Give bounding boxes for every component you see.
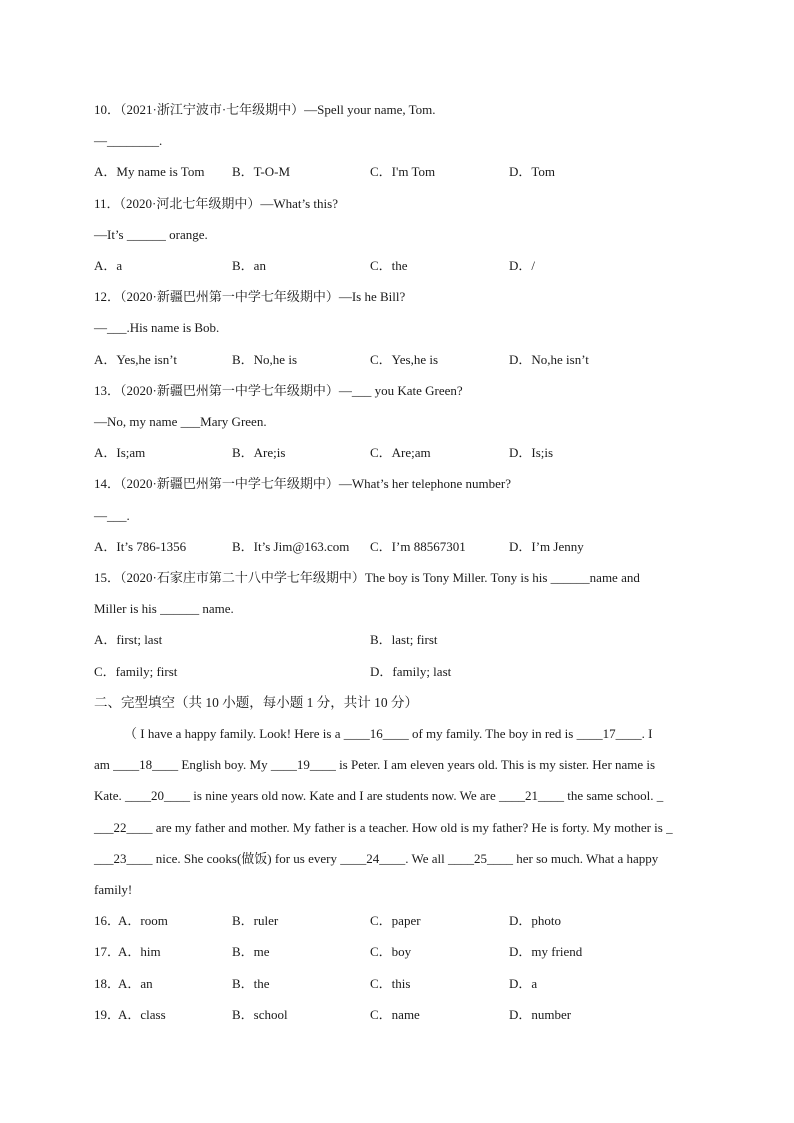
question-17-option-d[interactable]: D．my friend	[509, 944, 583, 959]
question-16-option-c[interactable]: C．paper	[370, 913, 421, 928]
question-19-number: 19．	[94, 1007, 121, 1022]
question-10-reply: —________.	[94, 133, 163, 148]
question-12-option-a[interactable]: A．Yes,he isn’t	[94, 352, 177, 367]
question-13-option-b[interactable]: B．Are;is	[232, 445, 286, 460]
question-16-option-a[interactable]: A．room	[118, 913, 168, 928]
question-13-option-a[interactable]: A．Is;am	[94, 445, 146, 460]
question-10-option-d[interactable]: D．Tom	[509, 164, 556, 179]
question-18-option-d[interactable]: D．a	[509, 976, 538, 991]
section-title: 二、完型填空（共 10 小题，每小题 1 分，共计 10 分）	[94, 695, 418, 710]
question-15-option-d[interactable]: D．family; last	[370, 664, 452, 679]
question-13-reply: —No, my name ___Mary Green.	[94, 414, 267, 429]
cloze-line-5: ___23____ nice. She cooks(做饭) for us every ____24____. We all ____25____ her so much. What a happy	[94, 851, 659, 866]
question-10-option-b[interactable]: B．T-O-M	[232, 164, 291, 179]
question-16-option-b[interactable]: B．ruler	[232, 913, 279, 928]
question-10-option-c[interactable]: C．I'm Tom	[370, 164, 436, 179]
question-19-option-c[interactable]: C．name	[370, 1007, 420, 1022]
question-11-option-c[interactable]: C．the	[370, 258, 408, 273]
question-12-option-c[interactable]: C．Yes,he is	[370, 352, 439, 367]
question-18-option-a[interactable]: A．an	[118, 976, 153, 991]
question-17-option-a[interactable]: A．him	[118, 944, 161, 959]
question-13-option-c[interactable]: C．Are;am	[370, 445, 431, 460]
cloze-line-1: （ I have a happy family. Look! Here is a ____16____ of my family. The boy in red is ____17____. I	[124, 726, 653, 741]
question-14-option-a[interactable]: A．It’s 786-1356	[94, 539, 187, 554]
question-15-reply: Miller is his ______ name.	[94, 601, 234, 616]
question-14-option-d[interactable]: D．I’m Jenny	[509, 539, 584, 554]
question-12-reply: —___.His name is Bob.	[94, 320, 220, 335]
question-14-reply: —___.	[94, 508, 130, 523]
question-12-option-b[interactable]: B．No,he is	[232, 352, 298, 367]
question-19-option-b[interactable]: B．school	[232, 1007, 288, 1022]
question-18-option-c[interactable]: C．this	[370, 976, 411, 991]
question-13-option-d[interactable]: D．Is;is	[509, 445, 554, 460]
question-14-option-c[interactable]: C．I’m 88567301	[370, 539, 466, 554]
question-14-stem: 14．（2020·新疆巴州第一中学七年级期中）—What’s her telephone number?	[94, 476, 512, 491]
question-12-stem: 12．（2020·新疆巴州第一中学七年级期中）—Is he Bill?	[94, 289, 406, 304]
question-11-option-a[interactable]: A．a	[94, 258, 123, 273]
question-18-option-b[interactable]: B．the	[232, 976, 270, 991]
question-14-option-b[interactable]: B．It’s Jim@163.com	[232, 539, 350, 554]
question-15-option-c[interactable]: C．family; first	[94, 664, 178, 679]
question-10-option-a[interactable]: A．My name is Tom	[94, 164, 205, 179]
question-15-option-a[interactable]: A．first; last	[94, 632, 163, 647]
cloze-line-3: Kate. ____20____ is nine years old now. Kate and I are students now. We are ____21____ the same school. _	[94, 788, 664, 803]
question-13-stem: 13．（2020·新疆巴州第一中学七年级期中）—___ you Kate Green?	[94, 383, 463, 398]
question-17-option-b[interactable]: B．me	[232, 944, 270, 959]
question-16-number: 16．	[94, 913, 121, 928]
cloze-line-6: family!	[94, 882, 133, 897]
question-19-option-a[interactable]: A．class	[118, 1007, 166, 1022]
cloze-line-2: am ____18____ English boy. My ____19____ is Peter. I am eleven years old. This is my sister. Her name is	[94, 757, 656, 772]
question-11-option-b[interactable]: B．an	[232, 258, 266, 273]
question-15-option-b[interactable]: B．last; first	[370, 632, 438, 647]
question-17-option-c[interactable]: C．boy	[370, 944, 412, 959]
question-11-option-d[interactable]: D．/	[509, 258, 536, 273]
question-16-option-d[interactable]: D．photo	[509, 913, 562, 928]
question-18-number: 18．	[94, 976, 121, 991]
question-15-stem: 15．（2020·石家庄市第二十八中学七年级期中）The boy is Tony Miller. Tony is his ______name and	[94, 570, 640, 585]
question-10-stem: 10．（2021·浙江宁波市·七年级期中）—Spell your name, Tom.	[94, 102, 436, 117]
question-17-number: 17．	[94, 944, 121, 959]
question-12-option-d[interactable]: D．No,he isn’t	[509, 352, 589, 367]
cloze-line-4: ___22____ are my father and mother. My father is a teacher. How old is my father? He is forty. My mother is _	[94, 820, 673, 835]
question-11-stem: 11．（2020·河北七年级期中）—What’s this?	[94, 196, 338, 211]
question-11-reply: —It’s ______ orange.	[94, 227, 208, 242]
question-19-option-d[interactable]: D．number	[509, 1007, 572, 1022]
